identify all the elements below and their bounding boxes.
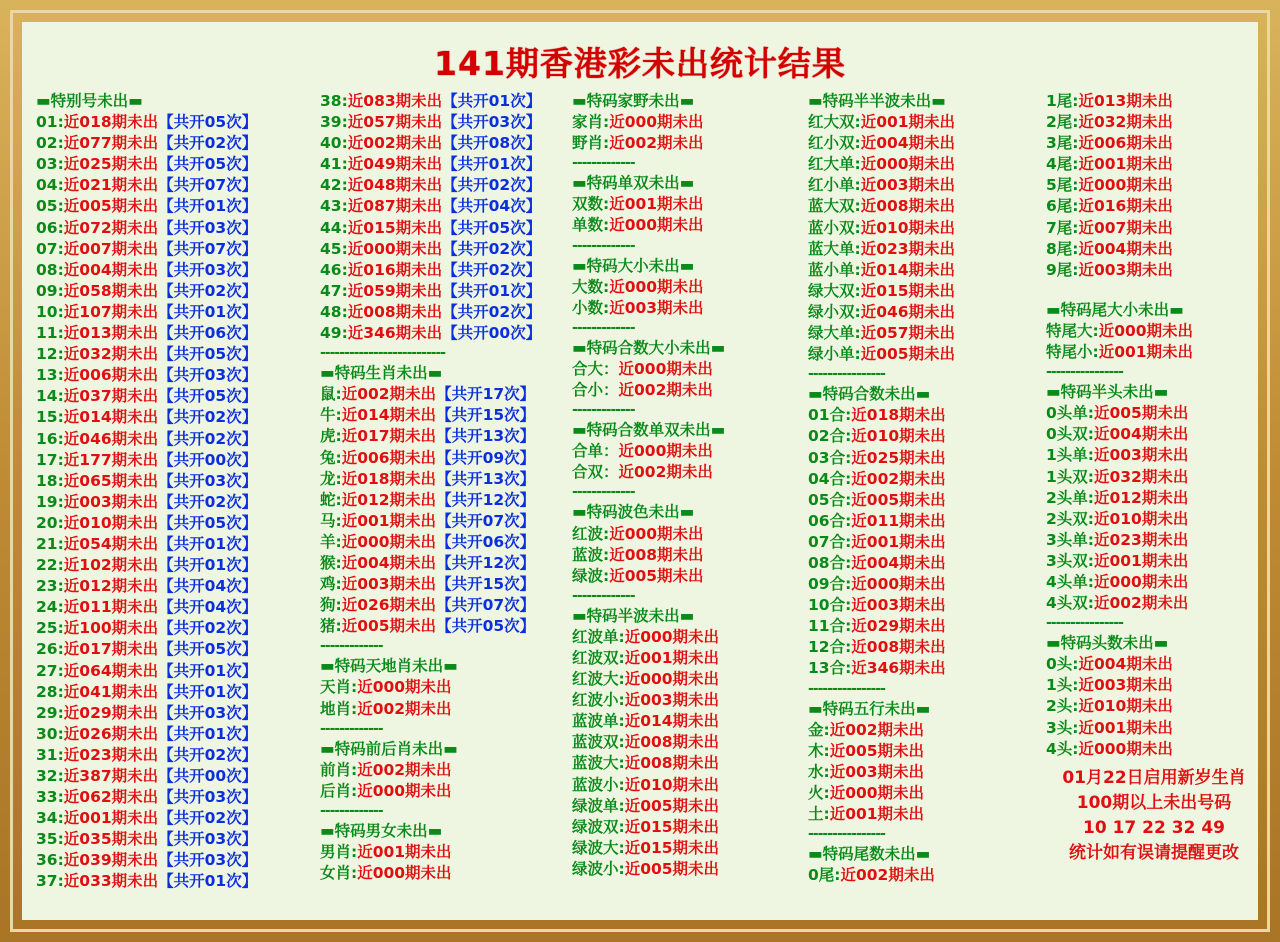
section-header-qianhou: ▬特码前后肖未出▬ (320, 739, 458, 758)
list-item: 03合:近025期未出 (808, 448, 946, 467)
list-item: 02:近077期未出【共开02次】 (36, 134, 258, 153)
list-item: 1头双:近032期未出 (1046, 467, 1189, 486)
list-item: 8尾:近004期未出 (1046, 239, 1173, 258)
list-item: 17:近177期未出【共开00次】 (36, 450, 258, 469)
list-item: 猪:近005期未出【共开05次】 (320, 617, 536, 636)
list-item: 羊:近000期未出【共开06次】 (320, 532, 536, 551)
list-item: 18:近065期未出【共开03次】 (36, 471, 258, 490)
list-item: 7尾:近007期未出 (1046, 218, 1173, 237)
list-item: 37:近033期未出【共开01次】 (36, 872, 258, 891)
list-item: 4头双:近002期未出 (1046, 594, 1189, 613)
list-item: 3头双:近001期未出 (1046, 551, 1189, 570)
list-item: 23:近012期未出【共开04次】 (36, 577, 258, 596)
section-header-fiveelements: ▬特码五行未出▬ (808, 699, 931, 718)
list-item: 蛇:近012期未出【共开12次】 (320, 490, 536, 509)
list-item: 6尾:近016期未出 (1046, 197, 1173, 216)
list-item: 28:近041期未出【共开01次】 (36, 682, 258, 701)
list-item: 43:近087期未出【共开04次】 (320, 197, 542, 216)
list-item: 木:近005期未出 (808, 741, 925, 760)
list-item: 40:近002期未出【共开08次】 (320, 134, 542, 153)
list-item: 绿小单:近005期未出 (808, 345, 956, 364)
list-item: 地肖:近002期未出 (320, 699, 452, 718)
list-item: 后肖:近000期未出 (320, 781, 452, 800)
list-item: 41:近049期未出【共开01次】 (320, 155, 542, 174)
list-item: 鸡:近003期未出【共开15次】 (320, 575, 536, 594)
list-item: 27:近064期未出【共开01次】 (36, 661, 258, 680)
list-item: 09合:近000期未出 (808, 575, 946, 594)
list-item: 2尾:近032期未出 (1046, 113, 1173, 132)
list-item: 女肖:近000期未出 (320, 864, 452, 883)
list-item: 25:近100期未出【共开02次】 (36, 619, 258, 638)
list-item: 35:近035期未出【共开03次】 (36, 830, 258, 849)
list-item: 兔:近006期未出【共开09次】 (320, 448, 536, 467)
list-item: 36:近039期未出【共开03次】 (36, 851, 258, 870)
list-item: 2头双:近010期未出 (1046, 509, 1189, 528)
list-item: 20:近010期未出【共开05次】 (36, 513, 258, 532)
list-item: 4头:近000期未出 (1046, 739, 1173, 758)
list-item: 0头双:近004期未出 (1046, 425, 1189, 444)
section-header-tail: ▬特码尾数未出▬ (808, 845, 931, 864)
list-item: 04:近021期未出【共开07次】 (36, 176, 258, 195)
list-item: 49:近346期未出【共开00次】 (320, 324, 542, 343)
list-item: 07合:近001期未出 (808, 532, 946, 551)
list-item: 01:近018期未出【共开05次】 (36, 113, 258, 132)
list-item: 47:近059期未出【共开01次】 (320, 281, 542, 300)
list-item: 红波双:近001期未出 (572, 648, 720, 667)
divider: ---------------- (808, 826, 885, 843)
list-item: 08:近004期未出【共开03次】 (36, 260, 258, 279)
list-item: 16:近046期未出【共开02次】 (36, 429, 258, 448)
divider: ------------- (572, 155, 635, 172)
list-item: 44:近015期未出【共开05次】 (320, 218, 542, 237)
divider: ---------------- (808, 680, 885, 697)
list-item: 3头:近001期未出 (1046, 718, 1173, 737)
list-item: 0头单:近005期未出 (1046, 404, 1189, 423)
list-item: 蓝大单:近023期未出 (808, 239, 956, 258)
list-item: 土:近001期未出 (808, 805, 925, 823)
list-item: 01合:近018期未出 (808, 406, 946, 425)
list-item: 大数:近000期未出 (572, 277, 704, 296)
list-item: 45:近000期未出【共开02次】 (320, 239, 542, 258)
section-header-halfhead: ▬特码半头未出▬ (1046, 383, 1169, 402)
list-item: 红波:近000期未出 (572, 524, 704, 543)
list-item: 2头单:近012期未出 (1046, 488, 1189, 507)
list-item: 0头:近004期未出 (1046, 655, 1173, 674)
list-item: 单数:近000期未出 (572, 216, 704, 235)
list-item: 03:近025期未出【共开05次】 (36, 155, 258, 174)
list-item: 绿小双:近046期未出 (808, 302, 956, 321)
footer-note (1046, 766, 1258, 866)
list-item: 02合:近010期未出 (808, 427, 946, 446)
special-number-list-cont (320, 91, 572, 344)
list-item: 蓝小单:近014期未出 (808, 260, 956, 279)
list-item: 09:近058期未出【共开02次】 (36, 281, 258, 300)
list-item: 1尾:近013期未出 (1046, 92, 1173, 110)
poster-page (22, 22, 1258, 920)
list-item: 蓝波单:近014期未出 (572, 712, 720, 731)
list-item: 蓝波:近008期未出 (572, 545, 704, 564)
divider: ------------- (320, 802, 383, 819)
list-item: 32:近387期未出【共开00次】 (36, 767, 258, 785)
divider: ------------- (572, 587, 635, 604)
list-item: 14:近037期未出【共开05次】 (36, 387, 258, 406)
section-header-sum-oddeven: ▬特码合数单双未出▬ (572, 421, 726, 440)
list-item: 双数:近001期未出 (572, 195, 704, 214)
list-item: 11合:近029期未出 (808, 617, 946, 636)
list-item: 05:近005期未出【共开01次】 (36, 197, 258, 216)
list-item: 红波单:近000期未出 (572, 627, 720, 646)
list-item: 绿波:近005期未出 (572, 566, 704, 585)
section-header-oddeven: ▬特码单双未出▬ (572, 174, 695, 193)
divider: -------------------------- (320, 345, 446, 362)
list-item: 绿波小:近005期未出 (572, 859, 720, 878)
list-item: 0尾:近002期未出 (808, 866, 935, 885)
column-tail-head-stats (1046, 91, 1258, 919)
divider (1046, 281, 1258, 300)
list-item: 家肖:近000期未出 (572, 113, 704, 132)
list-item: 3头单:近023期未出 (1046, 530, 1189, 549)
column-special-numbers-cont (320, 91, 572, 919)
divider: ---------------- (808, 366, 885, 383)
list-item: 11:近013期未出【共开06次】 (36, 324, 258, 343)
list-item: 13合:近346期未出 (808, 659, 946, 678)
list-item: 前肖:近002期未出 (320, 760, 452, 779)
list-item: 15:近014期未出【共开02次】 (36, 408, 258, 427)
list-item: 合大：近000期未出 (572, 359, 713, 378)
page-title: 141期香港彩未出统计结果 (434, 44, 846, 83)
list-item: 06合:近011期未出 (808, 511, 946, 530)
list-item: 19:近003期未出【共开02次】 (36, 492, 258, 511)
list-item: 猴:近004期未出【共开12次】 (320, 553, 536, 572)
list-item: 蓝波小:近010期未出 (572, 775, 720, 794)
list-item: 绿波大:近015期未出 (572, 838, 720, 857)
section-header-quarterwave: ▬特码半半波未出▬ (808, 92, 946, 110)
column-combined-stats (808, 91, 1046, 919)
section-header-tiandi: ▬特码天地肖未出▬ (320, 657, 458, 676)
list-item: 42:近048期未出【共开02次】 (320, 176, 542, 195)
divider: ---------------- (1046, 615, 1123, 632)
list-item: 4头单:近000期未出 (1046, 572, 1189, 591)
list-item: 火:近000期未出 (808, 783, 925, 802)
list-item: 39:近057期未出【共开03次】 (320, 113, 542, 132)
list-item: 1头:近003期未出 (1046, 676, 1173, 695)
list-item: 野肖:近002期未出 (572, 134, 704, 153)
section-header-tail-bigsmall: ▬特码尾大小未出▬ (1046, 300, 1184, 319)
list-item: 男肖:近001期未出 (320, 843, 452, 861)
list-item: 红小单:近003期未出 (808, 176, 956, 195)
list-item: 04合:近002期未出 (808, 469, 946, 488)
divider: ------------- (572, 484, 635, 501)
list-item: 小数:近003期未出 (572, 298, 704, 317)
column-attributes (572, 91, 808, 919)
list-item: 虎:近017期未出【共开13次】 (320, 427, 536, 446)
list-item: 红波小:近003期未出 (572, 691, 720, 710)
list-item: 红小双:近004期未出 (808, 134, 956, 153)
list-item: 特尾大:近000期未出 (1046, 321, 1194, 340)
section-header-halfwave: ▬特码半波未出▬ (572, 606, 695, 625)
list-item: 绿大单:近057期未出 (808, 324, 956, 343)
list-item: 21:近054期未出【共开01次】 (36, 534, 258, 553)
list-item: 龙:近018期未出【共开13次】 (320, 469, 536, 488)
list-item: 蓝大双:近008期未出 (808, 197, 956, 216)
section-header-head: ▬特码头数未出▬ (1046, 634, 1169, 653)
list-item: 34:近001期未出【共开02次】 (36, 809, 258, 828)
list-item: 1头单:近003期未出 (1046, 446, 1189, 465)
list-item: 绿波单:近005期未出 (572, 796, 720, 815)
list-item: 38:近083期未出【共开01次】 (320, 92, 542, 110)
list-item: 牛:近014期未出【共开15次】 (320, 406, 536, 425)
zodiac-list (320, 384, 572, 637)
section-header-sum: ▬特码合数未出▬ (808, 385, 931, 404)
list-item: 10合:近003期未出 (808, 596, 946, 615)
content-columns (22, 91, 1258, 919)
list-item: 13:近006期未出【共开03次】 (36, 366, 258, 385)
list-item: 天肖:近000期未出 (320, 678, 452, 697)
list-item: 9尾:近003期未出 (1046, 260, 1173, 279)
list-item: 46:近016期未出【共开02次】 (320, 260, 542, 279)
list-item: 3尾:近006期未出 (1046, 134, 1173, 153)
list-item: 红大单:近000期未出 (808, 155, 956, 174)
footer-hot-numbers: 10 17 22 32 49 (1083, 817, 1225, 838)
list-item: 金:近002期未出 (808, 720, 925, 739)
list-item: 合单：近000期未出 (572, 442, 713, 461)
list-item: 12:近032期未出【共开05次】 (36, 345, 258, 364)
list-item: 特尾小:近001期未出 (1046, 343, 1194, 362)
list-item: 合双：近002期未出 (572, 463, 713, 482)
list-item: 22:近102期未出【共开01次】 (36, 556, 258, 575)
list-item: 绿大双:近015期未出 (808, 281, 956, 300)
list-item: 07:近007期未出【共开07次】 (36, 239, 258, 258)
list-item: 狗:近026期未出【共开07次】 (320, 596, 536, 615)
list-item: 5尾:近000期未出 (1046, 176, 1173, 195)
list-item: 4尾:近001期未出 (1046, 155, 1173, 174)
list-item: 蓝波大:近008期未出 (572, 754, 720, 773)
list-item: 10:近107期未出【共开01次】 (36, 302, 258, 321)
list-item: 30:近026期未出【共开01次】 (36, 724, 258, 743)
section-header-special: ▬特别号未出▬ (36, 92, 143, 110)
divider: ------------- (320, 720, 383, 737)
list-item: 08合:近004期未出 (808, 553, 946, 572)
list-item: 29:近029期未出【共开03次】 (36, 703, 258, 722)
list-item: 05合:近005期未出 (808, 490, 946, 509)
list-item: 马:近001期未出【共开07次】 (320, 511, 536, 530)
list-item: 06:近072期未出【共开03次】 (36, 218, 258, 237)
list-item: 26:近017期未出【共开05次】 (36, 640, 258, 659)
list-item: 绿波双:近015期未出 (572, 817, 720, 836)
list-item: 水:近003期未出 (808, 762, 925, 781)
section-header-wavecolor: ▬特码波色未出▬ (572, 503, 695, 522)
footer-line-1: 01月22日启用新岁生肖 (1062, 767, 1246, 788)
divider: ------------- (572, 319, 635, 336)
list-item: 蓝小双:近010期未出 (808, 218, 956, 237)
list-item: 2头:近010期未出 (1046, 697, 1173, 716)
divider: ------------- (320, 638, 383, 655)
divider: ---------------- (1046, 364, 1123, 381)
list-item: 红波大:近000期未出 (572, 670, 720, 689)
list-item: 12合:近008期未出 (808, 638, 946, 657)
list-item: 蓝波双:近008期未出 (572, 733, 720, 752)
list-item: 红大双:近001期未出 (808, 113, 956, 132)
footer-line-2: 100期以上未出号码 (1076, 792, 1232, 813)
column-special-numbers (36, 91, 320, 919)
section-header-jiaye: ▬特码家野未出▬ (572, 92, 695, 110)
section-header-bigsmall: ▬特码大小未出▬ (572, 256, 695, 275)
divider: ------------- (572, 402, 635, 419)
section-header-sum-bigsmall: ▬特码合数大小未出▬ (572, 338, 726, 357)
list-item: 48:近008期未出【共开02次】 (320, 302, 542, 321)
list-item: 鼠:近002期未出【共开17次】 (320, 385, 536, 404)
section-header-nannv: ▬特码男女未出▬ (320, 821, 443, 840)
list-item: 31:近023期未出【共开02次】 (36, 745, 258, 764)
list-item: 合小：近002期未出 (572, 381, 713, 400)
special-number-list (36, 112, 320, 892)
divider: ------------- (572, 237, 635, 254)
section-header-zodiac: ▬特码生肖未出▬ (320, 364, 443, 383)
list-item: 24:近011期未出【共开04次】 (36, 598, 258, 617)
list-item: 33:近062期未出【共开03次】 (36, 788, 258, 807)
footer-line-4: 统计如有误请提醒更改 (1069, 842, 1239, 863)
